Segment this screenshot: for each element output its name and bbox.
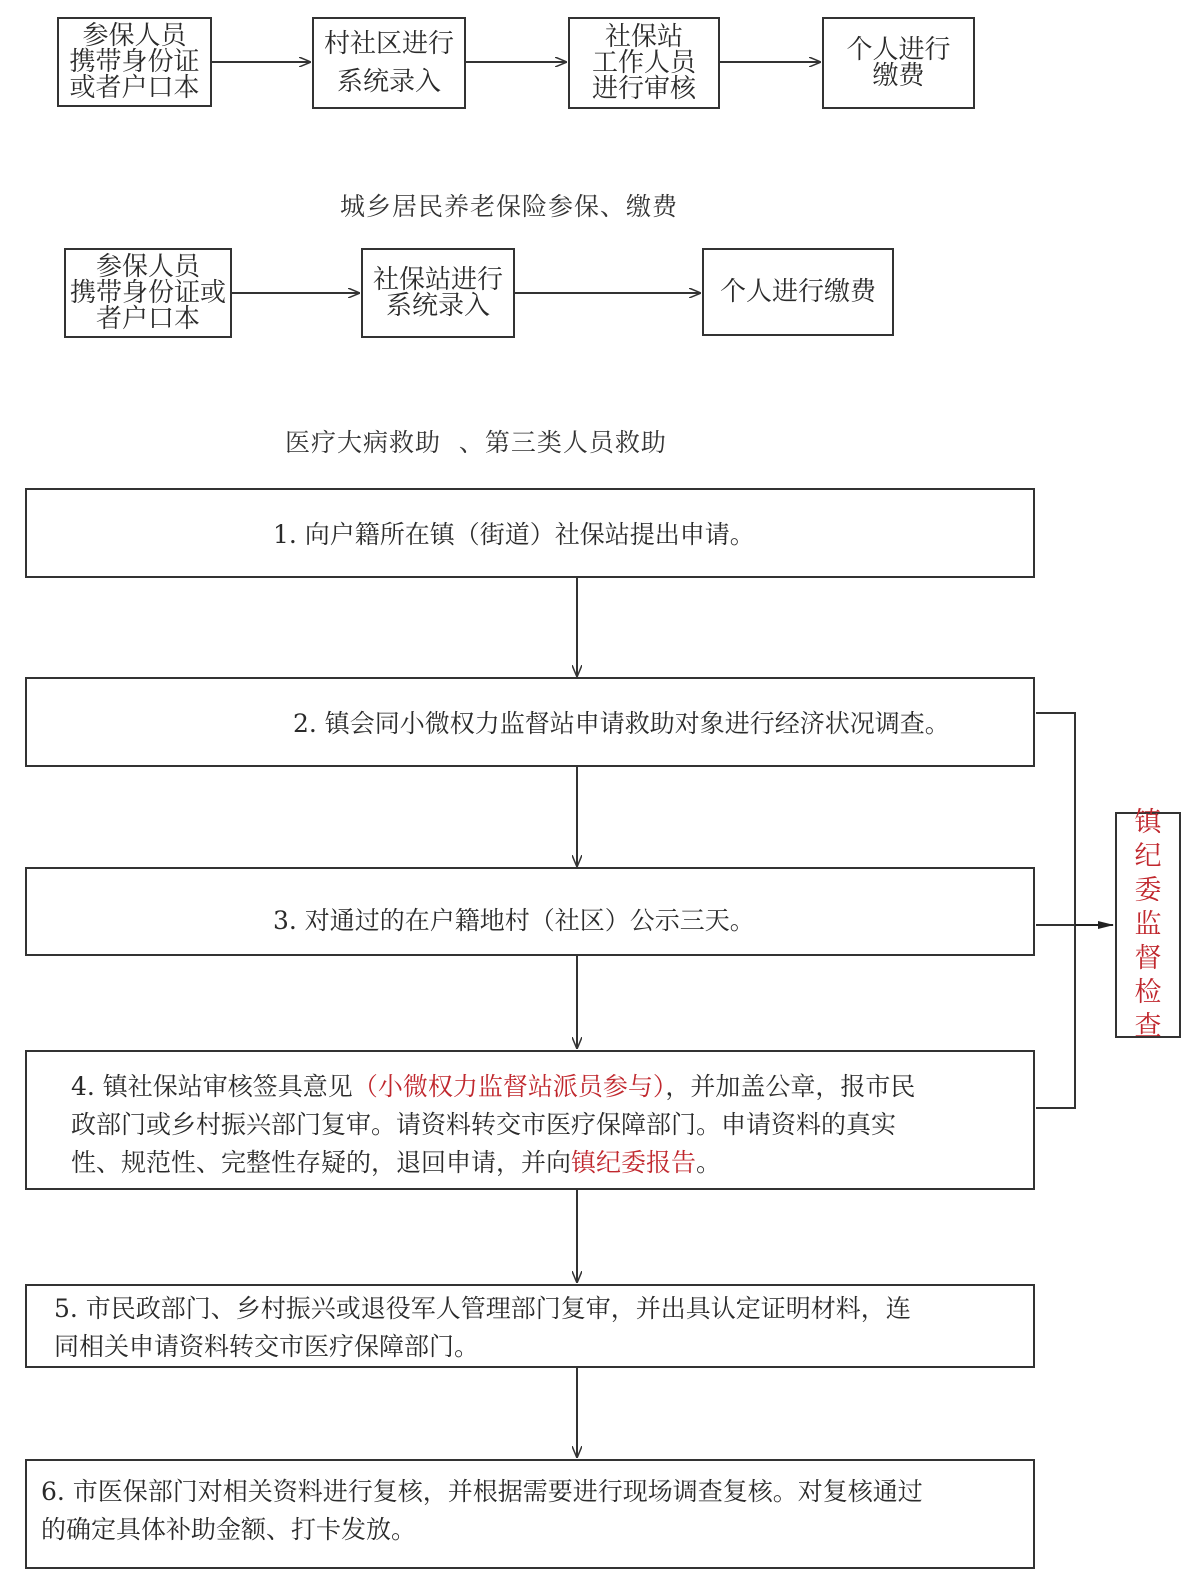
flow2-box-station-entry xyxy=(361,248,515,338)
step-4-line-2: 政部门或乡村振兴部门复审。请资料转交市医疗保障部门。申请资料的真实 xyxy=(71,1110,897,1139)
supervision-char-5: 督 xyxy=(1134,943,1162,974)
flow1-box-village-entry xyxy=(312,17,466,109)
step-4-line-3-highlight: 镇纪委报告 xyxy=(571,1148,697,1177)
flow1-box-review-text: 社保站 工作人员 进行审核 xyxy=(591,22,696,104)
step-4-line-1-a: 4. 镇社保站审核签具意见 xyxy=(71,1072,353,1101)
step-3-box xyxy=(25,867,1035,956)
flow2-title: 城乡居民养老保险参保、缴费 xyxy=(340,192,679,221)
flow2-box-applicant xyxy=(64,248,232,338)
step-4-line-1 xyxy=(71,1068,915,1106)
flow2-box-station-entry-text: 社保站进行 系统录入 xyxy=(372,265,503,321)
flow3-title: 医疗大病救助 、第三类人员救助 xyxy=(285,428,667,457)
flow1-box-payment xyxy=(822,17,975,109)
step-5-box xyxy=(25,1284,1035,1368)
step-1-text: 1. 向户籍所在镇（街道）社保站提出申请。 xyxy=(273,520,755,549)
step-4-box xyxy=(25,1050,1035,1190)
supervision-char-2: 纪 xyxy=(1134,841,1162,872)
supervision-char-6: 检 xyxy=(1134,977,1162,1008)
flow1-box-review xyxy=(568,17,720,109)
flow1-box-payment-text: 个人进行 缴费 xyxy=(846,35,951,91)
supervision-char-7: 查 xyxy=(1134,1011,1162,1042)
step-4-line-3-a: 性、规范性、完整性存疑的，退回申请，并向 xyxy=(71,1148,572,1177)
step-4-line-3-b: 。 xyxy=(696,1148,722,1177)
step-2-box xyxy=(25,677,1035,767)
flow2-box-payment-text: 个人进行缴费 xyxy=(719,277,876,307)
step-4-line-1-highlight: （小微权力监督站派员参与） xyxy=(352,1072,666,1101)
flow1-box-applicant xyxy=(57,17,212,107)
supervision-char-1: 镇 xyxy=(1134,807,1162,838)
step-6-text xyxy=(41,1473,923,1549)
step-4-line-1-b: ，并加盖公章，报市民 xyxy=(665,1072,916,1101)
step-3-text: 3. 对通过的在户籍地村（社区）公示三天。 xyxy=(273,906,755,935)
step-5-line-1: 5. 市民政部门、乡村振兴或退役军人管理部门复审，并出具认定证明材料，连 xyxy=(54,1294,911,1323)
supervision-char-4: 监 xyxy=(1134,909,1162,940)
step-1-box xyxy=(25,488,1035,578)
step-6-box xyxy=(25,1459,1035,1569)
supervision-char-3: 委 xyxy=(1134,875,1162,906)
step-5-line-2: 同相关申请资料转交市医疗保障部门。 xyxy=(54,1332,480,1361)
supervision-label-box xyxy=(1115,807,1181,1042)
step-6-line-1: 6. 市医保部门对相关资料进行复核，并根据需要进行现场调查复核。对复核通过 xyxy=(41,1477,923,1506)
step-4-text xyxy=(71,1068,915,1182)
step-5-text xyxy=(54,1290,911,1366)
step-4-line-3 xyxy=(71,1144,915,1182)
flow2-box-applicant-text: 参保人员 携带身份证或 者户口本 xyxy=(69,252,226,334)
flow1-box-applicant-text: 参保人员 携带身份证 或者户口本 xyxy=(69,21,200,103)
flow1-box-village-entry-text: 村社区进行 系统录入 xyxy=(323,29,454,97)
flow2-box-payment xyxy=(702,248,894,336)
supervision-bracket xyxy=(1036,713,1075,1108)
step-2-text: 2. 镇会同小微权力监督站申请救助对象进行经济状况调查。 xyxy=(293,709,950,738)
step-6-line-2: 的确定具体补助金额、打卡发放。 xyxy=(41,1515,417,1544)
